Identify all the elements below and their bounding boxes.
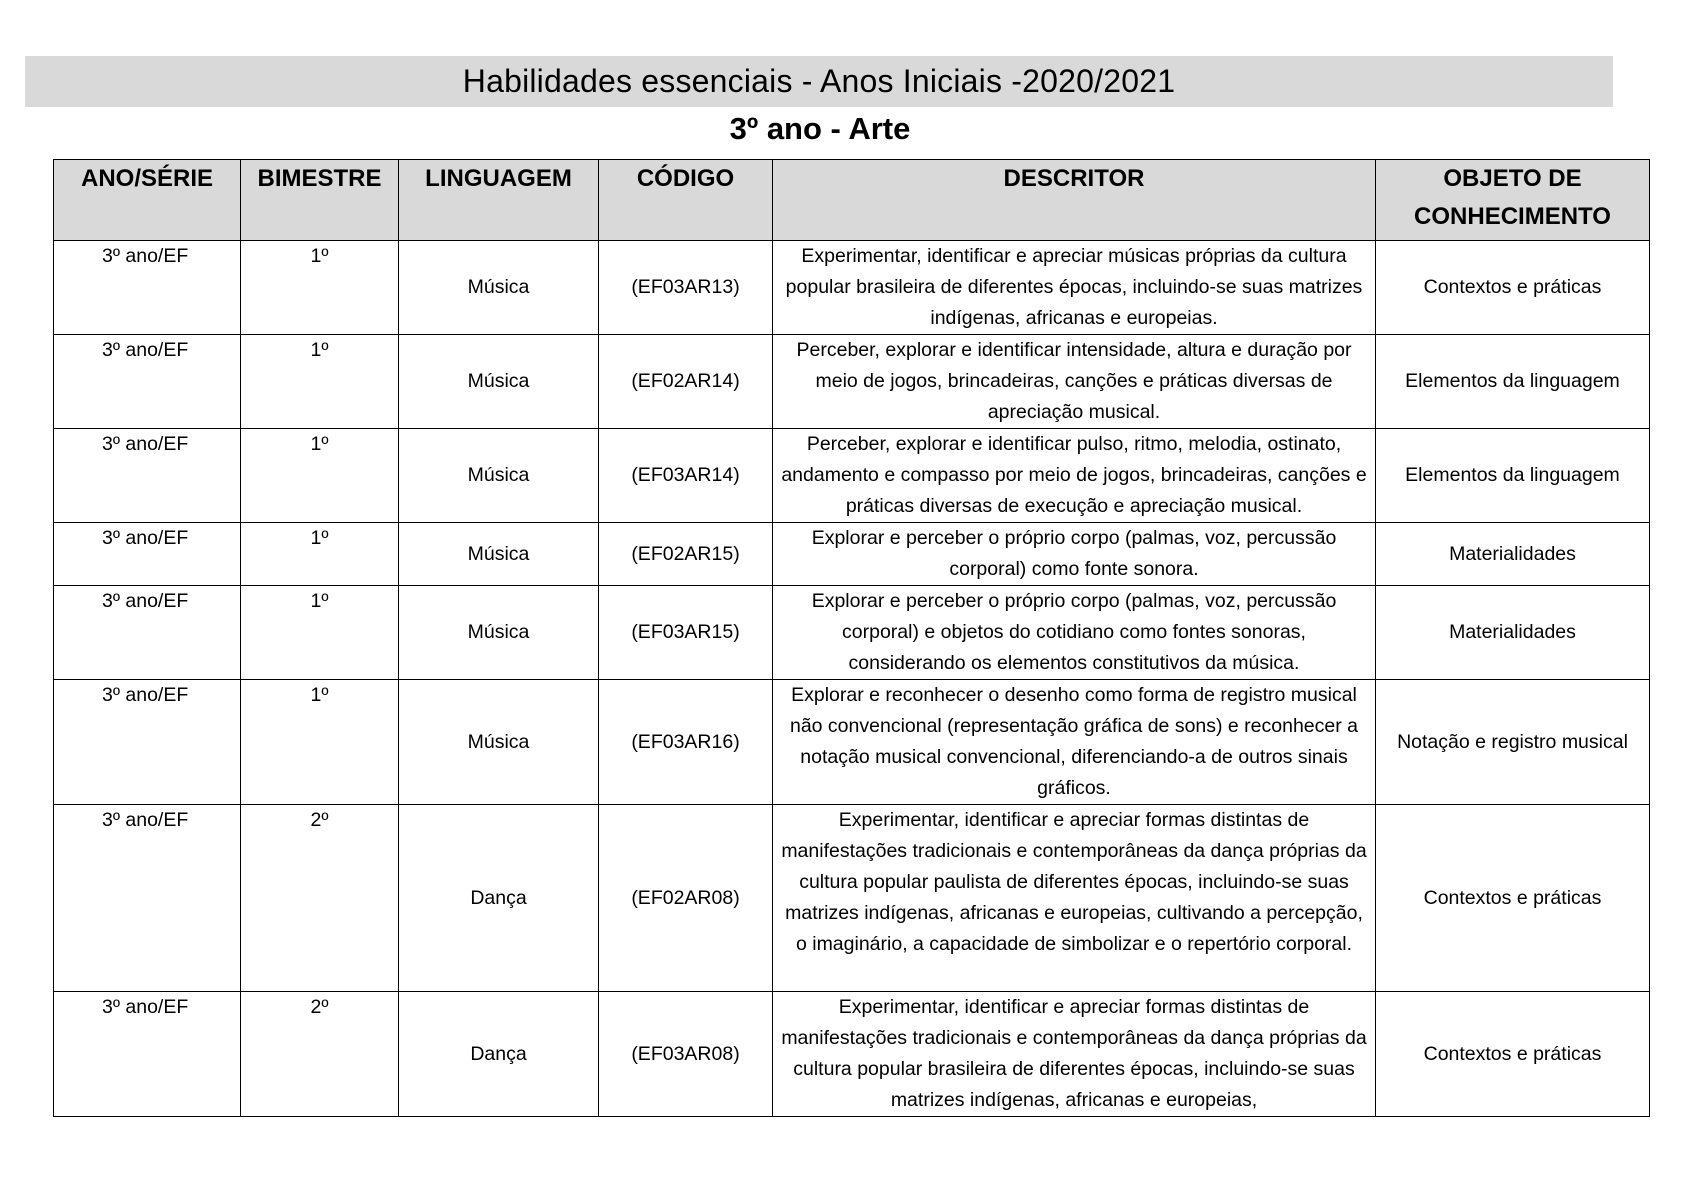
cell-descritor: Experimentar, identificar e apreciar formas distintas de manifestações tradicionais e contemporâneas da dança próprias da cultura popular paulista de diferentes épocas, incluindo-se suas matrizes indígenas, africanas e europeias, cultivando a percepção, o imaginário, a capacidade de simbolizar e o repertório corporal. [773, 805, 1376, 992]
cell-objeto: Materialidades [1376, 523, 1650, 586]
cell-descritor: Explorar e reconhecer o desenho como forma de registro musical não convencional (representação gráfica de sons) e reconhecer a notação musical convencional, diferenciando-a de outros sinais gráficos. [773, 680, 1376, 805]
cell-linguagem: Música [399, 429, 599, 523]
table-header-row [54, 160, 1650, 241]
table-row [54, 992, 1650, 1117]
cell-bimestre: 1º [241, 335, 399, 429]
table-row [54, 241, 1650, 335]
column-header-descritor: DESCRITOR [773, 160, 1376, 241]
cell-bimestre: 2º [241, 805, 399, 992]
cell-objeto: Contextos e práticas [1376, 805, 1650, 992]
document-title: Habilidades essenciais - Anos Iniciais -2020/2021 [462, 63, 1176, 99]
table-row [54, 429, 1650, 523]
cell-objeto: Materialidades [1376, 586, 1650, 680]
cell-linguagem: Dança [399, 992, 599, 1117]
cell-bimestre: 1º [241, 523, 399, 586]
table-row [54, 805, 1650, 992]
table-row [54, 586, 1650, 680]
cell-bimestre: 2º [241, 992, 399, 1117]
cell-bimestre: 1º [241, 241, 399, 335]
cell-descritor: Perceber, explorar e identificar pulso, ritmo, melodia, ostinato, andamento e compasso por meio de jogos, brincadeiras, canções e práticas diversas de execução e apreciação musical. [773, 429, 1376, 523]
cell-ano-serie: 3º ano/EF [54, 805, 241, 992]
cell-descritor: Experimentar, identificar e apreciar formas distintas de manifestações tradicionais e contemporâneas da dança próprias da cultura popular brasileira de diferentes épocas, incluindo-se suas matrizes indígenas, africanas e europeias, [773, 992, 1376, 1117]
column-header-bimestre: BIMESTRE [241, 160, 399, 241]
cell-descritor: Explorar e perceber o próprio corpo (palmas, voz, percussão corporal) e objetos do cotidiano como fontes sonoras, considerando os elementos constitutivos da música. [773, 586, 1376, 680]
column-header-ano-serie: ANO/SÉRIE [54, 160, 241, 241]
page-subtitle: 3º ano - Arte [729, 111, 911, 146]
cell-ano-serie: 3º ano/EF [54, 335, 241, 429]
cell-bimestre: 1º [241, 429, 399, 523]
cell-linguagem: Música [399, 335, 599, 429]
column-header-objeto-de-conhecimento: OBJETO DE CONHECIMENTO [1376, 160, 1650, 241]
cell-linguagem: Música [399, 241, 599, 335]
cell-linguagem: Música [399, 680, 599, 805]
cell-linguagem: Música [399, 523, 599, 586]
cell-descritor: Experimentar, identificar e apreciar músicas próprias da cultura popular brasileira de diferentes épocas, incluindo-se suas matrizes indígenas, africanas e europeias. [773, 241, 1376, 335]
cell-objeto: Contextos e práticas [1376, 241, 1650, 335]
cell-codigo: (EF03AR13) [599, 241, 773, 335]
cell-ano-serie: 3º ano/EF [54, 241, 241, 335]
column-header-codigo: CÓDIGO [599, 160, 773, 241]
skills-table [53, 159, 1650, 1117]
cell-codigo: (EF02AR14) [599, 335, 773, 429]
cell-codigo: (EF03AR16) [599, 680, 773, 805]
cell-objeto: Elementos da linguagem [1376, 429, 1650, 523]
cell-codigo: (EF02AR08) [599, 805, 773, 992]
cell-codigo: (EF03AR14) [599, 429, 773, 523]
cell-ano-serie: 3º ano/EF [54, 429, 241, 523]
cell-ano-serie: 3º ano/EF [54, 992, 241, 1117]
cell-descritor: Perceber, explorar e identificar intensidade, altura e duração por meio de jogos, brincadeiras, canções e práticas diversas de apreciação musical. [773, 335, 1376, 429]
cell-bimestre: 1º [241, 680, 399, 805]
cell-linguagem: Música [399, 586, 599, 680]
cell-ano-serie: 3º ano/EF [54, 523, 241, 586]
cell-codigo: (EF03AR08) [599, 992, 773, 1117]
cell-objeto: Contextos e práticas [1376, 992, 1650, 1117]
cell-bimestre: 1º [241, 586, 399, 680]
cell-objeto: Elementos da linguagem [1376, 335, 1650, 429]
cell-codigo: (EF03AR15) [599, 586, 773, 680]
cell-ano-serie: 3º ano/EF [54, 680, 241, 805]
table-row [54, 523, 1650, 586]
column-header-linguagem: LINGUAGEM [399, 160, 599, 241]
cell-codigo: (EF02AR15) [599, 523, 773, 586]
table-row [54, 335, 1650, 429]
cell-ano-serie: 3º ano/EF [54, 586, 241, 680]
table-row [54, 680, 1650, 805]
cell-objeto: Notação e registro musical [1376, 680, 1650, 805]
cell-descritor: Explorar e perceber o próprio corpo (palmas, voz, percussão corporal) como fonte sonora. [773, 523, 1376, 586]
cell-linguagem: Dança [399, 805, 599, 992]
document-header-bar [25, 56, 1613, 107]
